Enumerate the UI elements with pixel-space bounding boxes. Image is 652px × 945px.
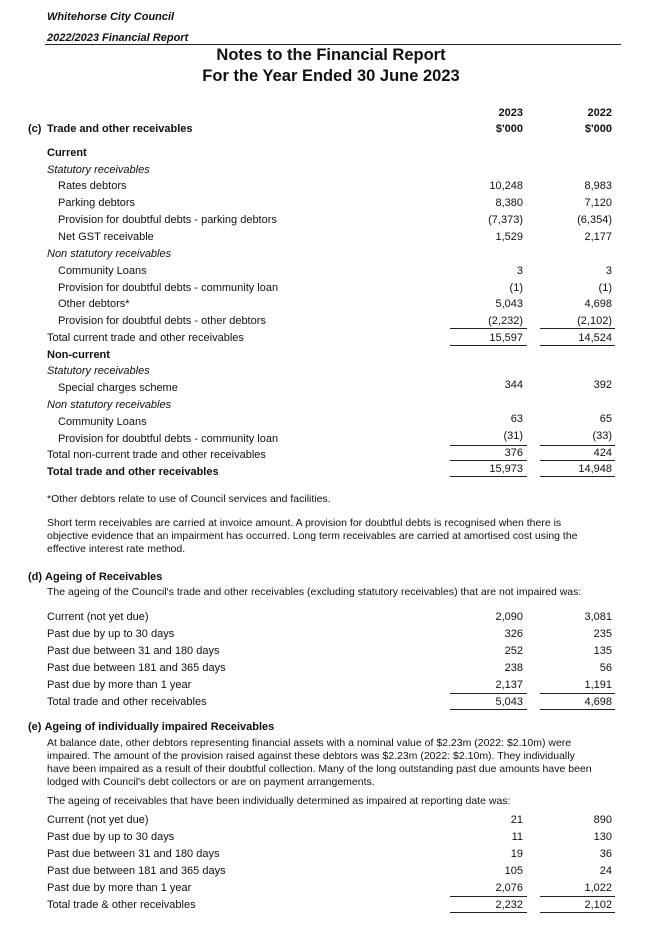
row-value-2022: 24 [599, 865, 612, 877]
table-row: Provision for doubtful debts - community loan (31) (33) [58, 430, 612, 445]
row-label: Past due between 181 and 365 days [47, 662, 226, 674]
row-value-2022: 56 [599, 662, 612, 674]
row-value-2023: 238 [504, 662, 523, 674]
row-value-2023: 2,076 [495, 882, 523, 894]
row-value-2023: 2,137 [495, 679, 523, 691]
total-rule [540, 709, 615, 710]
section-e-heading [28, 721, 274, 733]
report-year: 2022/2023 Financial Report [47, 32, 189, 44]
row-label: Past due between 181 and 365 days [47, 865, 226, 877]
organisation-name: Whitehorse City Council [47, 11, 175, 23]
subtotal-rule [450, 328, 527, 329]
statutory-heading: Statutory receivables [47, 164, 150, 176]
total-row [0, 694, 652, 710]
row-value-2022: 4,698 [584, 696, 612, 708]
policy-line-1: Short term receivables are carried at invoice amount. A provision for doubtful debts is recognised when there is [47, 517, 562, 529]
total-rule [450, 709, 527, 710]
page-subtitle: For the Year Ended 30 June 2023 [202, 67, 460, 85]
table-row: Community Loans 3 3 [58, 265, 612, 277]
table-row [0, 677, 652, 693]
table-row [0, 609, 652, 625]
row-label: Total trade and other receivables [47, 696, 207, 708]
table-row: Provision for doubtful debts - community loan (1) (1) [58, 282, 612, 294]
row-value-2023: 105 [504, 865, 523, 877]
row-label: Past due between 31 and 180 days [47, 645, 220, 657]
row-label: Past due by more than 1 year [47, 679, 192, 691]
table-row [0, 863, 652, 879]
col-unit-2023: $'000 [495, 123, 523, 135]
row-label: Past due by up to 30 days [47, 628, 175, 640]
section-c-title: Trade and other receivables [47, 123, 193, 135]
col-unit-2022: $'000 [584, 123, 612, 135]
row-value-2023: 2,090 [495, 611, 523, 623]
table-row: Provision for doubtful debts - other debtors (2,232) (2,102) [58, 315, 612, 327]
col-year-2022: 2022 [587, 107, 612, 119]
section-d-marker: (d) [28, 571, 43, 583]
policy-line-2: objective evidence that an impairment has occurred. Long term receivables are carried at amortised cost using the [47, 530, 578, 542]
nc-statutory-heading: Statutory receivables [47, 365, 150, 377]
section-d-intro: The ageing of the Council's trade and other receivables (excluding statutory receivables) that are not impaired was: [47, 586, 582, 598]
non-statutory-heading: Non statutory receivables [47, 248, 172, 260]
row-value-2023: 11 [511, 831, 523, 843]
table-row: Provision for doubtful debts - parking debtors (7,373) (6,354) [58, 214, 612, 226]
non-current-heading: Non-current [47, 349, 110, 361]
row-value-2023: 2,232 [495, 899, 523, 911]
table-row: Special charges scheme 344 392 [58, 379, 612, 394]
row-label: Current (not yet due) [47, 611, 149, 623]
row-value-2023: 21 [510, 814, 523, 826]
subtotal-rule [540, 328, 615, 329]
table-row: Net GST receivable 1,529 2,177 [58, 231, 612, 243]
row-label: Past due between 31 and 180 days [47, 848, 220, 860]
table-row [0, 812, 652, 828]
table-row: Other debtors* 5,043 4,698 [58, 298, 612, 310]
row-value-2023: 252 [504, 645, 523, 657]
total-non-current-row: Total non-current trade and other receivables 376 424 [47, 447, 612, 461]
section-c-marker: (c) [28, 123, 42, 135]
total-rule [540, 345, 615, 346]
table-row [0, 829, 652, 845]
nc-non-statutory-heading: Non statutory receivables [47, 399, 172, 411]
row-label: Total trade & other receivables [47, 899, 196, 911]
row-label: Past due by up to 30 days [47, 831, 175, 843]
current-heading: Current [47, 147, 87, 159]
impaired-line-1: At balance date, other debtors representing financial assets with a nominal value of $2.23m (2022: $2.10m) were [47, 737, 572, 749]
total-current-row: Total current trade and other receivables 15,597 14,524 [47, 332, 612, 344]
page-title: Notes to the Financial Report [216, 46, 446, 64]
section-e-marker: (e) [28, 721, 42, 733]
row-value-2022: 3,081 [584, 611, 612, 623]
policy-line-3: effective interest rate method. [47, 543, 186, 555]
impaired-line-2: impaired. The amount of the provision raised against these debtors was $2.23m (2022: $2.10m). They individually [47, 750, 575, 762]
section-e-intro: The ageing of receivables that have been individually determined as impaired at reporting date was: [47, 795, 511, 807]
total-rule [540, 476, 615, 477]
total-row [0, 897, 652, 913]
section-d-heading [28, 571, 162, 583]
column-header-years [0, 105, 652, 121]
row-label: Past due by more than 1 year [47, 882, 192, 894]
row-value-2022: 1,022 [584, 882, 612, 894]
row-value-2023: 19 [510, 848, 523, 860]
table-row: Community Loans 63 65 [58, 413, 612, 428]
table-row: Parking debtors 8,380 7,120 [58, 197, 612, 209]
row-value-2022: 36 [599, 848, 612, 860]
row-value-2022: 130 [593, 831, 612, 843]
total-rule [450, 345, 527, 346]
total-rule [540, 912, 615, 913]
col-year-2023: 2023 [498, 107, 523, 119]
table-row [0, 880, 652, 896]
total-rule [450, 476, 527, 477]
row-value-2022: 890 [593, 814, 612, 826]
table-row: Rates debtors 10,248 8,983 [58, 180, 612, 192]
row-value-2022: 235 [593, 628, 612, 640]
row-value-2022: 1,191 [584, 679, 612, 691]
header-divider [45, 44, 621, 45]
row-value-2023: 5,043 [495, 696, 523, 708]
table-row [0, 660, 652, 676]
section-e-title: Ageing of individually impaired Receivables [44, 721, 275, 733]
table-row [0, 643, 652, 659]
row-label: Current (not yet due) [47, 814, 149, 826]
impaired-line-4: lodged with Council's debt collectors or are on payment arrangements. [47, 776, 375, 788]
section-c-heading [0, 121, 652, 137]
row-value-2022: 2,102 [584, 899, 612, 911]
footnote: *Other debtors relate to use of Council services and facilities. [47, 493, 331, 505]
table-row [0, 626, 652, 642]
impaired-line-3: have been impaired as a result of their doubtful collection. Many of the long outstanding past due amounts have been [47, 763, 592, 775]
section-d-title: Ageing of Receivables [45, 571, 163, 583]
total-rule [450, 912, 527, 913]
total-receivables-row: Total trade and other receivables 15,973 14,948 [47, 463, 612, 478]
row-value-2022: 135 [593, 645, 612, 657]
row-value-2023: 326 [504, 628, 523, 640]
table-row [0, 846, 652, 862]
